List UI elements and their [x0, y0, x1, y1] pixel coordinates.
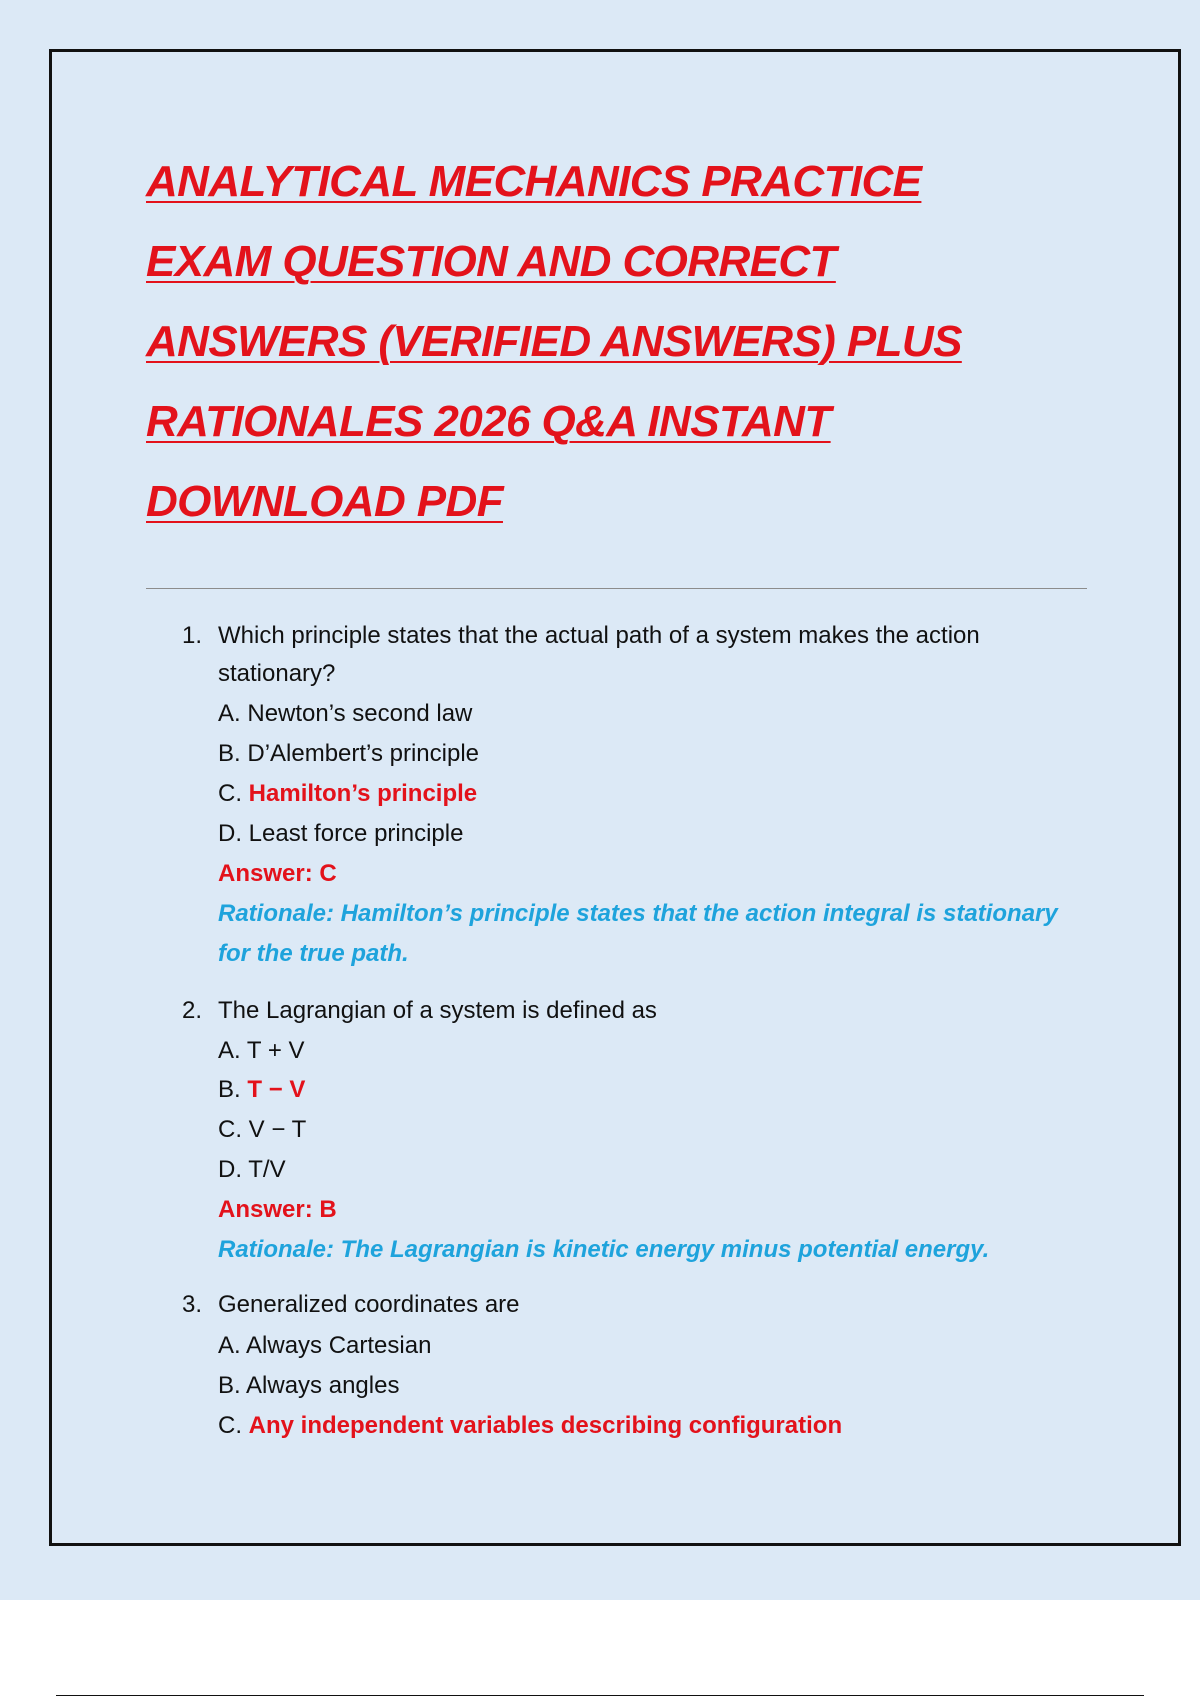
correct-option-text: T − V — [247, 1076, 306, 1103]
question-text: stationary? — [218, 660, 336, 687]
option-text: Newton’s second law — [247, 700, 473, 727]
title-line: RATIONALES 2026 Q&A INSTANT — [146, 397, 831, 446]
rationale-text: for the true path. — [218, 940, 409, 967]
rationale-text: Rationale: The Lagrangian is kinetic energy minus potential energy. — [218, 1236, 990, 1263]
option-c — [218, 1406, 842, 1446]
option-letter: B. — [218, 740, 241, 767]
option-b — [218, 1366, 399, 1406]
option-a — [218, 1326, 431, 1366]
option-letter: D. — [218, 1156, 242, 1183]
option-letter: A. — [218, 700, 241, 727]
option-text: Always Cartesian — [246, 1332, 432, 1359]
option-text: D’Alembert’s principle — [247, 740, 480, 767]
option-b — [218, 734, 479, 774]
option-text: Always angles — [246, 1372, 400, 1399]
option-b — [218, 1070, 305, 1110]
question-number: 1. — [182, 622, 203, 649]
correct-option-text: Any independent variables describing configuration — [248, 1412, 843, 1439]
question-text: The Lagrangian of a system is defined as — [218, 997, 657, 1024]
question-text: Which principle states that the actual path of a system makes the action — [218, 622, 980, 649]
option-letter: D. — [218, 820, 242, 847]
title-line: DOWNLOAD PDF — [146, 477, 503, 526]
option-a — [218, 1031, 305, 1071]
document-title — [146, 142, 1086, 542]
answer-label: Answer: C — [218, 860, 337, 887]
option-letter: B. — [218, 1076, 241, 1103]
option-c — [218, 1110, 306, 1150]
option-d — [218, 1150, 286, 1190]
option-letter: A. — [218, 1037, 241, 1064]
option-text: T/V — [248, 1156, 286, 1183]
option-c — [218, 774, 477, 814]
option-text: Least force principle — [248, 820, 464, 847]
correct-option-text: Hamilton’s principle — [248, 780, 478, 807]
question-text: Generalized coordinates are — [218, 1291, 520, 1318]
option-letter: A. — [218, 1332, 241, 1359]
rationale-text: Rationale: Hamilton’s principle states that the action integral is stationary — [218, 900, 1058, 927]
question-number: 3. — [182, 1291, 203, 1318]
question-number: 2. — [182, 997, 203, 1024]
option-letter: B. — [218, 1372, 241, 1399]
option-letter: C. — [218, 780, 242, 807]
footer-divider — [56, 1695, 1144, 1696]
title-line: ANSWERS (VERIFIED ANSWERS) PLUS — [146, 317, 962, 366]
answer-label: Answer: B — [218, 1196, 337, 1223]
option-text: V − T — [248, 1116, 307, 1143]
option-text: T + V — [246, 1037, 305, 1064]
title-line: ANALYTICAL MECHANICS PRACTICE — [146, 157, 922, 206]
title-line: EXAM QUESTION AND CORRECT — [146, 237, 836, 286]
option-d — [218, 814, 463, 854]
option-a — [218, 694, 472, 734]
horizontal-divider — [146, 588, 1087, 589]
option-letter: C. — [218, 1412, 242, 1439]
option-letter: C. — [218, 1116, 242, 1143]
